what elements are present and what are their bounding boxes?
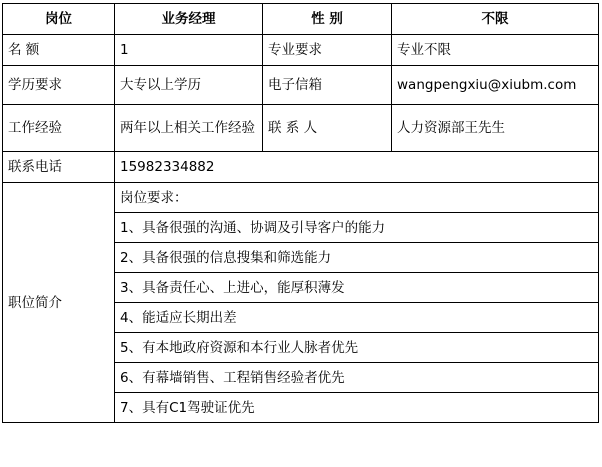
phone-value: 15982334882 [115,152,599,183]
description-row [3,183,599,213]
description-item: 1、具备很强的沟通、协调及引导客户的能力 [115,213,599,243]
description-item: 7、具有C1驾驶证优先 [115,393,599,423]
email-label: 电子信箱 [263,66,392,105]
contact-value: 人力资源部王先生 [392,105,599,152]
education-value: 大专以上学历 [115,66,263,105]
description-item: 2、具备很强的信息搜集和筛选能力 [115,243,599,273]
job-posting-table [2,3,599,423]
description-item: 4、能适应长期出差 [115,303,599,333]
header-row [3,4,599,35]
contact-label: 联 系 人 [263,105,392,152]
count-value: 1 [115,35,263,66]
description-item: 岗位要求： [115,183,599,213]
experience-label: 工作经验 [3,105,115,152]
experience-value: 两年以上相关工作经验 [115,105,263,152]
header-position-value: 业务经理 [115,4,263,35]
header-position-label: 岗位 [3,4,115,35]
description-item: 5、有本地政府资源和本行业人脉者优先 [115,333,599,363]
major-label: 专业要求 [263,35,392,66]
email-value: wangpengxiu@xiubm.com [392,66,599,105]
header-gender-value: 不限 [392,4,599,35]
table-row [3,35,599,66]
table-row [3,105,599,152]
description-label: 职位简介 [3,183,115,423]
table-row [3,152,599,183]
education-label: 学历要求 [3,66,115,105]
table-row [3,66,599,105]
phone-label: 联系电话 [3,152,115,183]
description-item: 3、具备责任心、上进心，能厚积薄发 [115,273,599,303]
count-label: 名 额 [3,35,115,66]
major-value: 专业不限 [392,35,599,66]
header-gender-label: 性 别 [263,4,392,35]
description-item: 6、有幕墙销售、工程销售经验者优先 [115,363,599,393]
